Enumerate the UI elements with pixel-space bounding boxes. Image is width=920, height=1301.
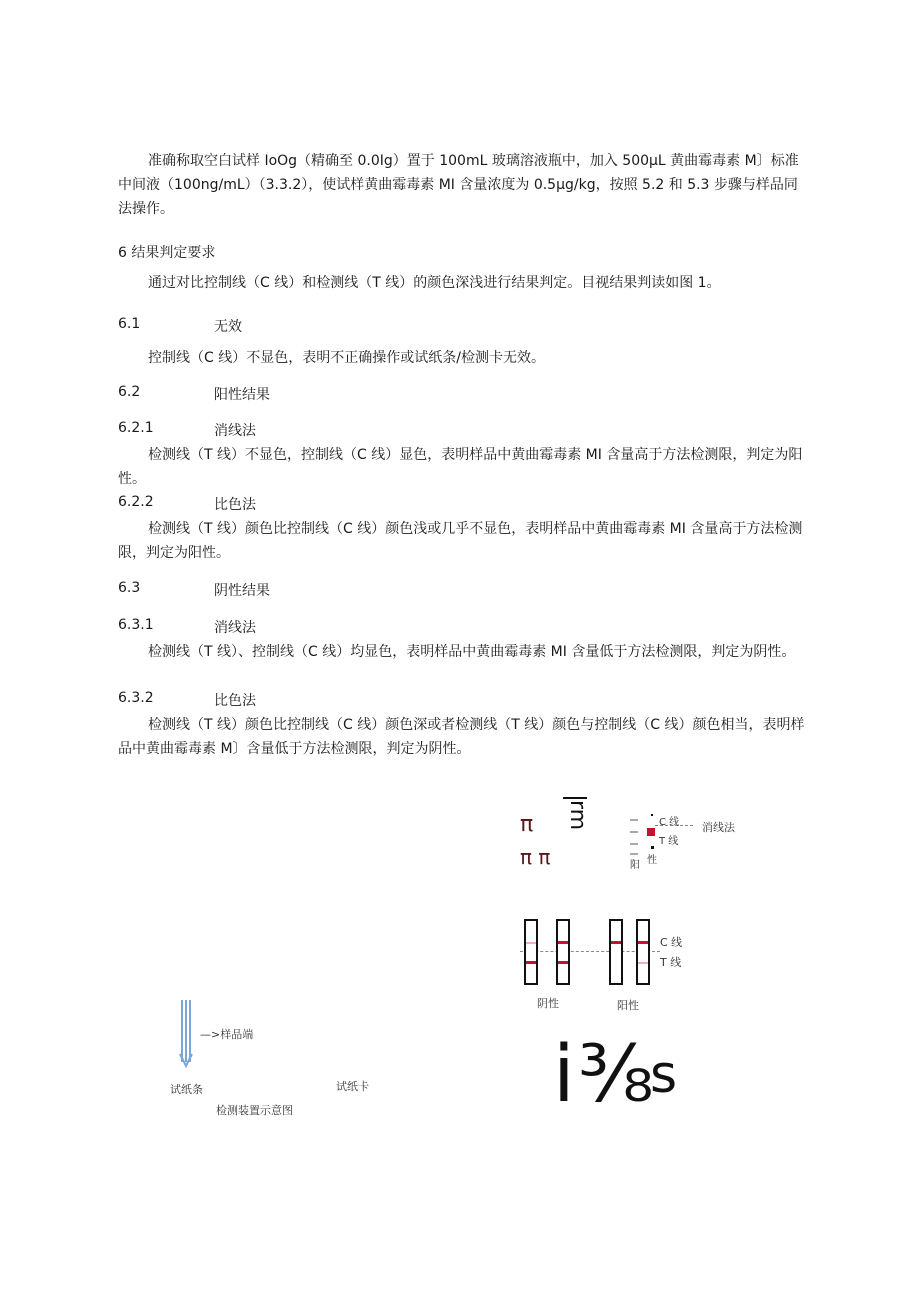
negative-strip-1 <box>524 919 538 985</box>
section-6-1-paragraph: 控制线（C 线）不显色，表明不正确操作或试纸条/检测卡无效。 <box>148 350 545 366</box>
garbled-big-fraction: ⅜ <box>578 1030 654 1120</box>
top-method-label: 消线法 <box>702 821 735 834</box>
garbled-text-rm: rm <box>565 800 590 831</box>
t-band <box>558 961 568 964</box>
strip-arrow-icon <box>178 1000 194 1068</box>
section-6-1-number: 6.1 <box>118 316 141 332</box>
section-6-2-2-number: 6.2.2 <box>118 494 154 510</box>
section-6-2-1-title: 消线法 <box>214 423 256 439</box>
section-6-3-1-number: 6.3.1 <box>118 617 154 633</box>
section-6-3-1-paragraph: 检测线（T 线）、控制线（C 线）均显色，表明样品中黄曲霉毒素 MI 含量低于方法检测限，判定为阴性。 <box>148 644 796 660</box>
t-band <box>638 962 648 964</box>
garbled-text-pi: π <box>520 812 534 837</box>
dot-marker <box>651 814 653 816</box>
dot-marker <box>651 846 654 849</box>
small-strip-icon <box>628 814 642 858</box>
mid-t-line-label: T 线 <box>660 956 682 969</box>
section-6-2-1-paragraph: 检测线（T 线）不显色，控制线（C 线）显色，表明样品中黄曲霉毒素 MI 含量高于方法检测限，判定为阳性。 <box>118 447 803 487</box>
top-c-line-label: C 线 <box>659 817 680 828</box>
positive-strip-2 <box>636 919 650 985</box>
c-band <box>611 941 621 944</box>
section-6-3-2-number: 6.3.2 <box>118 690 154 706</box>
section-6-2-2-paragraph: 检测线（T 线）颜色比控制线（C 线）颜色浅或几乎不显色，表明样品中黄曲霉毒素 MI 含量高于方法检测限，判定为阳性。 <box>118 521 803 561</box>
card-label: 试纸卡 <box>336 1080 369 1093</box>
prep-paragraph: 准确称取空白试样 IoOg（精确至 0.0Ig）置于 100mL 玻璃溶液瓶中，加入 500μL 黄曲霉毒素 M〕标准中间液（100ng/mL）（3.3.2），使试样黄曲霉毒素 MI 含量浓度为 0.5μg/kg，按照 5.2 和 5.3 步骤与样品同法操作。 <box>118 153 799 217</box>
t-band <box>526 961 536 964</box>
device-caption: 检测装置示意图 <box>216 1104 293 1117</box>
negative-strip-2 <box>556 919 570 985</box>
garbled-rule <box>563 797 587 799</box>
section-6-2-number: 6.2 <box>118 384 141 400</box>
section-6-3-title: 阴性结果 <box>214 583 270 599</box>
garbled-text-pi-pi: π π <box>520 845 551 869</box>
top-t-line-label: T 线 <box>659 836 679 847</box>
section-6-3-number: 6.3 <box>118 580 141 596</box>
red-square-marker <box>647 828 655 836</box>
section-6-paragraph: 通过对比控制线（C 线）和检测线（T 线）的颜色深浅进行结果判定。目视结果判读如图 1。 <box>148 275 721 291</box>
positive-strip-1 <box>609 919 623 985</box>
c-band <box>526 942 536 944</box>
strip-label: 试纸条 <box>170 1083 203 1096</box>
garbled-big-s: s <box>650 1045 678 1105</box>
section-6-3-2-title: 比色法 <box>214 693 256 709</box>
mid-c-line-label: C 线 <box>660 936 683 949</box>
section-6-2-title: 阳性结果 <box>214 387 270 403</box>
section-6-3-1-title: 消线法 <box>214 620 256 636</box>
sample-end-label: —>样品端 <box>200 1028 254 1041</box>
section-6-1-title: 无效 <box>214 319 242 335</box>
c-band <box>558 941 568 944</box>
section-6-2-1-number: 6.2.1 <box>118 420 154 436</box>
top-xing-label: 性 <box>647 855 657 866</box>
section-6-3-2-paragraph: 检测线（T 线）颜色比控制线（C 线）颜色深或者检测线（T 线）颜色与控制线（C 线）颜色相当，表明样品中黄曲霉毒素 M〕含量低于方法检测限，判定为阴性。 <box>118 717 805 757</box>
section-6-2-2-title: 比色法 <box>214 497 256 513</box>
garbled-big-i: i <box>553 1030 575 1120</box>
c-band <box>638 941 648 944</box>
positive-label: 阳性 <box>617 999 639 1012</box>
section-6-heading: 6 结果判定要求 <box>118 245 216 261</box>
top-yang-label: 阳 <box>630 860 640 871</box>
negative-label: 阴性 <box>537 997 559 1010</box>
